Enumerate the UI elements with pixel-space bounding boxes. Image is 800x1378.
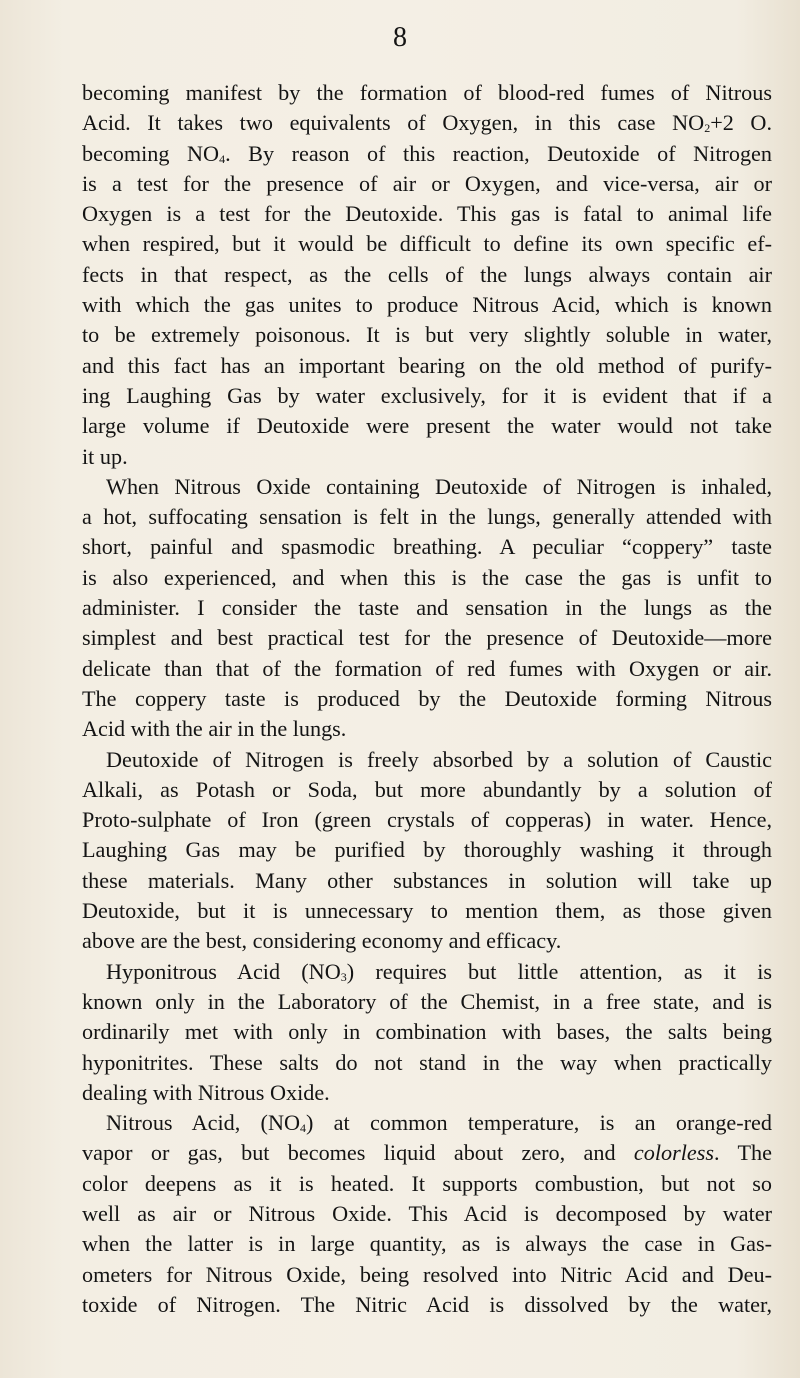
text-line: Oxygen is a test for the Deutoxide. This gas is fatal to animal life: [82, 201, 772, 227]
text-line: known only in the Laboratory of the Chemist, in a free state, and is: [82, 988, 772, 1014]
text-line: short, painful and spasmodic breathing. A peculiar “coppery” taste: [82, 534, 772, 560]
text-line: delicate than that of the formation of red fumes with Oxygen or air.: [82, 655, 772, 681]
text-line: Alkali, as Potash or Soda, but more abundantly by a solution of: [82, 776, 772, 802]
text-line: Laughing Gas may be purified by thoroughly washing it through: [82, 837, 772, 863]
text-line: vapor or gas, but becomes liquid about zero, and colorless. The: [82, 1140, 772, 1166]
text-line: Acid with the air in the lungs.: [82, 716, 347, 742]
text-line: color deepens as it is heated. It supports combustion, but not so: [82, 1170, 772, 1196]
text-line: fects in that respect, as the cells of the lungs always contain air: [82, 261, 772, 287]
text-line: ordinarily met with only in combination with bases, the salts being: [82, 1019, 772, 1045]
text-line: when the latter is in large quantity, as is always the case in Gas-: [82, 1231, 772, 1257]
text-line: Hyponitrous Acid $(NO_3)$ requires but little attention, as it is: [106, 958, 772, 984]
text-line: dealing with Nitrous Oxide.: [82, 1079, 330, 1105]
body-text: [82, 78, 772, 1320]
text-line: with which the gas unites to produce Nitrous Acid, which is known: [82, 292, 772, 318]
text-line: it up.: [82, 443, 128, 469]
text-line: to be extremely poisonous. It is but very slightly soluble in water,: [82, 322, 772, 348]
text-line: becoming $NO_4$. By reason of this reaction, Deutoxide of Nitrogen: [82, 140, 772, 166]
text-line: administer. I consider the taste and sensation in the lungs as the: [82, 595, 772, 621]
text-line: and this fact has an important bearing on the old method of purify-: [82, 352, 772, 378]
text-line: ing Laughing Gas by water exclusively, for it is evident that if a: [82, 382, 772, 408]
text-line: Deutoxide of Nitrogen is freely absorbed by a solution of Caustic: [106, 746, 772, 772]
text-line: a hot, suffocating sensation is felt in the lungs, generally attended with: [82, 504, 772, 530]
text-line: these materials. Many other substances in solution will take up: [82, 867, 772, 893]
text-line: is also experienced, and when this is the case the gas is unfit to: [82, 564, 772, 590]
text-line: is a test for the presence of air or Oxygen, and vice-versa, air or: [82, 170, 772, 196]
text-line: when respired, but it would be difficult to define its own specific ef-: [82, 231, 772, 257]
text-line: The coppery taste is produced by the Deutoxide forming Nitrous: [82, 685, 772, 711]
text-line: well as air or Nitrous Oxide. This Acid is decomposed by water: [82, 1200, 772, 1226]
text-line: ometers for Nitrous Oxide, being resolved into Nitric Acid and Deu-: [82, 1261, 772, 1287]
text-line: When Nitrous Oxide containing Deutoxide of Nitrogen is inhaled,: [106, 473, 772, 499]
text-line: toxide of Nitrogen. The Nitric Acid is dissolved by the water,: [82, 1291, 772, 1317]
text-line: becoming manifest by the formation of blood-red fumes of Nitrous: [82, 80, 772, 105]
text-line: large volume if Deutoxide were present the water would not take: [82, 413, 772, 439]
text-line: hyponitrites. These salts do not stand in the way when practically: [82, 1049, 772, 1075]
text-line: Deutoxide, but it is unnecessary to mention them, as those given: [82, 898, 772, 924]
text-line: simplest and best practical test for the presence of Deutoxide—more: [82, 625, 772, 651]
text-line: Proto-sulphate of Iron (green crystals of copperas) in water. Hence,: [82, 807, 772, 833]
page-number: 8: [393, 22, 407, 53]
text-line: above are the best, considering economy and efficacy.: [82, 928, 562, 954]
text-line: Nitrous Acid, $(NO_4)$ at common temperature, is an orange-red: [106, 1110, 772, 1136]
text-line: Acid. It takes two equivalents of Oxygen, in this case $NO_2+2$ O.: [82, 110, 772, 136]
